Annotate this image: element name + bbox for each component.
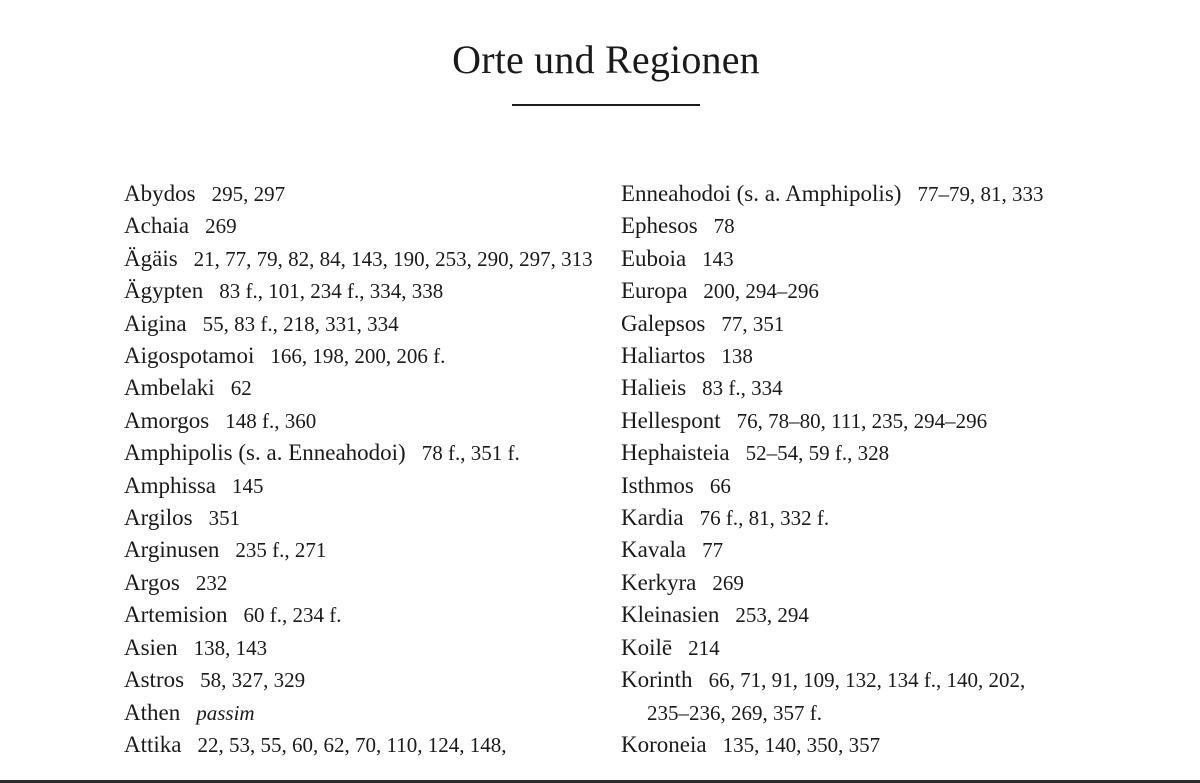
index-entry bbox=[621, 567, 1061, 599]
index-term: Artemision bbox=[124, 602, 228, 628]
index-entry bbox=[124, 632, 594, 664]
index-term: Aigospotamoi bbox=[124, 343, 255, 369]
index-page-refs: 78 f., 351 f. bbox=[421, 441, 520, 466]
index-entry bbox=[124, 243, 594, 275]
index-page-refs: 351 bbox=[208, 506, 241, 531]
index-page-refs: 166, 198, 200, 206 f. bbox=[270, 344, 446, 369]
page-title: Orte und Regionen bbox=[452, 37, 760, 82]
index-term: Europa bbox=[621, 278, 688, 304]
index-entry bbox=[124, 437, 594, 469]
index-entry bbox=[124, 405, 594, 437]
index-entry bbox=[621, 243, 1061, 275]
index-page-refs: 60 f., 234 f. bbox=[243, 603, 342, 628]
index-page-refs: 77–79, 81, 333 bbox=[917, 182, 1044, 206]
index-page-refs: 77, 351 bbox=[721, 311, 785, 336]
index-page-refs: 21, 77, 79, 82, 84, 143, 190, 253, 290, 297, 313 bbox=[193, 246, 593, 271]
index-page-refs: passim bbox=[196, 700, 255, 725]
index-entry bbox=[124, 340, 594, 372]
index-term: Abydos bbox=[124, 181, 196, 206]
index-page-refs: 295, 297 bbox=[211, 182, 286, 206]
index-term: Ephesos bbox=[621, 213, 698, 239]
index-page-refs: 138, 143 bbox=[193, 635, 268, 660]
index-term: Ägäis bbox=[124, 245, 178, 271]
index-term: Galepsos bbox=[621, 310, 706, 336]
index-term: Kleinasien bbox=[621, 602, 720, 628]
index-page-refs: 135, 140, 350, 357 bbox=[722, 732, 881, 757]
index-page-refs: 76 f., 81, 332 f. bbox=[699, 506, 830, 531]
index-entry bbox=[621, 632, 1061, 664]
index-entry bbox=[621, 178, 1061, 210]
index-entry bbox=[621, 437, 1061, 469]
index-term: Isthmos bbox=[621, 472, 694, 498]
index-term: Argilos bbox=[124, 505, 193, 531]
index-term: Euboia bbox=[621, 245, 687, 271]
index-page-refs: 235 f., 271 bbox=[235, 538, 327, 563]
index-term: Enneahodoi (s. a. Amphipolis) bbox=[621, 181, 902, 206]
index-term: Kardia bbox=[621, 505, 684, 531]
index-entry bbox=[621, 534, 1061, 566]
index-entry bbox=[621, 470, 1061, 502]
index-entry bbox=[621, 729, 1061, 761]
index-term: Haliartos bbox=[621, 343, 706, 369]
index-entry bbox=[124, 178, 594, 210]
index-term: Ambelaki bbox=[124, 375, 215, 401]
index-entry bbox=[124, 697, 594, 729]
index-term: Athen bbox=[124, 699, 181, 725]
index-entry bbox=[621, 502, 1061, 534]
index-entry bbox=[124, 567, 594, 599]
index-page-refs: 232 bbox=[195, 570, 228, 595]
index-column-left bbox=[124, 178, 594, 761]
index-term: Kerkyra bbox=[621, 569, 697, 595]
index-term: Amphipolis (s. a. Enneahodoi) bbox=[124, 440, 406, 466]
index-entry bbox=[621, 664, 1061, 729]
index-entry bbox=[621, 308, 1061, 340]
index-entry bbox=[621, 275, 1061, 307]
index-page-refs: 269 bbox=[205, 214, 237, 239]
index-entry bbox=[124, 664, 594, 696]
index-page-refs: 145 bbox=[232, 473, 264, 498]
index-term: Halieis bbox=[621, 375, 687, 401]
index-entry bbox=[621, 340, 1061, 372]
index-entry bbox=[621, 405, 1061, 437]
index-term: Hellespont bbox=[621, 407, 721, 433]
index-term: Hephaisteia bbox=[621, 440, 730, 466]
index-term: Kavala bbox=[621, 537, 687, 563]
index-entry bbox=[124, 275, 594, 307]
index-page-refs: 269 bbox=[712, 570, 744, 595]
index-term: Amorgos bbox=[124, 407, 210, 433]
index-entry bbox=[124, 502, 594, 534]
index-page-refs: 22, 53, 55, 60, 62, 70, 110, 124, 148, bbox=[197, 732, 507, 757]
index-page-refs: 83 f., 334 bbox=[702, 376, 783, 401]
index-term: Astros bbox=[124, 667, 185, 693]
index-term: Asien bbox=[124, 634, 178, 660]
index-page-refs: 78 bbox=[713, 214, 735, 239]
index-term: Argos bbox=[124, 569, 180, 595]
index-page-refs: 62 bbox=[230, 376, 252, 401]
index-term: Attika bbox=[124, 731, 182, 757]
index-entry bbox=[124, 599, 594, 631]
index-entry bbox=[124, 210, 594, 242]
index-page-refs: 83 f., 101, 234 f., 334, 338 bbox=[219, 279, 444, 304]
index-page-refs: 138 bbox=[721, 344, 753, 369]
index-page-refs: 77 bbox=[702, 538, 724, 563]
index-page-refs: 253, 294 bbox=[735, 603, 809, 628]
index-column-right bbox=[621, 178, 1061, 761]
index-page-refs: 55, 83 f., 218, 331, 334 bbox=[202, 311, 399, 336]
index-entry bbox=[124, 729, 594, 761]
index-page-refs: 148 f., 360 bbox=[225, 408, 317, 433]
index-term: Koilē bbox=[621, 634, 673, 660]
index-page-refs: 66, 71, 91, 109, 132, 134 f., 140, 202, 235–236, 269, 357 f. bbox=[647, 668, 1026, 725]
index-term: Achaia bbox=[124, 213, 190, 239]
index-term: Amphissa bbox=[124, 472, 216, 498]
index-page-refs: 76, 78–80, 111, 235, 294–296 bbox=[736, 408, 988, 433]
index-page-refs: 200, 294–296 bbox=[703, 279, 819, 304]
index-entry bbox=[621, 372, 1061, 404]
index-term: Arginusen bbox=[124, 537, 220, 563]
index-page-refs: 66 bbox=[709, 473, 731, 498]
index-term: Koroneia bbox=[621, 731, 707, 757]
title-rule bbox=[512, 104, 700, 106]
index-page-refs: 214 bbox=[688, 635, 720, 660]
index-page-refs: 143 bbox=[702, 246, 734, 271]
index-entry bbox=[124, 308, 594, 340]
index-entry bbox=[124, 372, 594, 404]
index-term: Aigina bbox=[124, 310, 187, 336]
index-entry bbox=[124, 534, 594, 566]
index-page-refs: 52–54, 59 f., 328 bbox=[745, 441, 890, 466]
index-term: Korinth bbox=[621, 667, 693, 693]
index-term: Ägypten bbox=[124, 278, 204, 304]
index-entry bbox=[621, 210, 1061, 242]
index-entry bbox=[621, 599, 1061, 631]
index-page-refs: 58, 327, 329 bbox=[200, 668, 306, 693]
index-entry bbox=[124, 470, 594, 502]
